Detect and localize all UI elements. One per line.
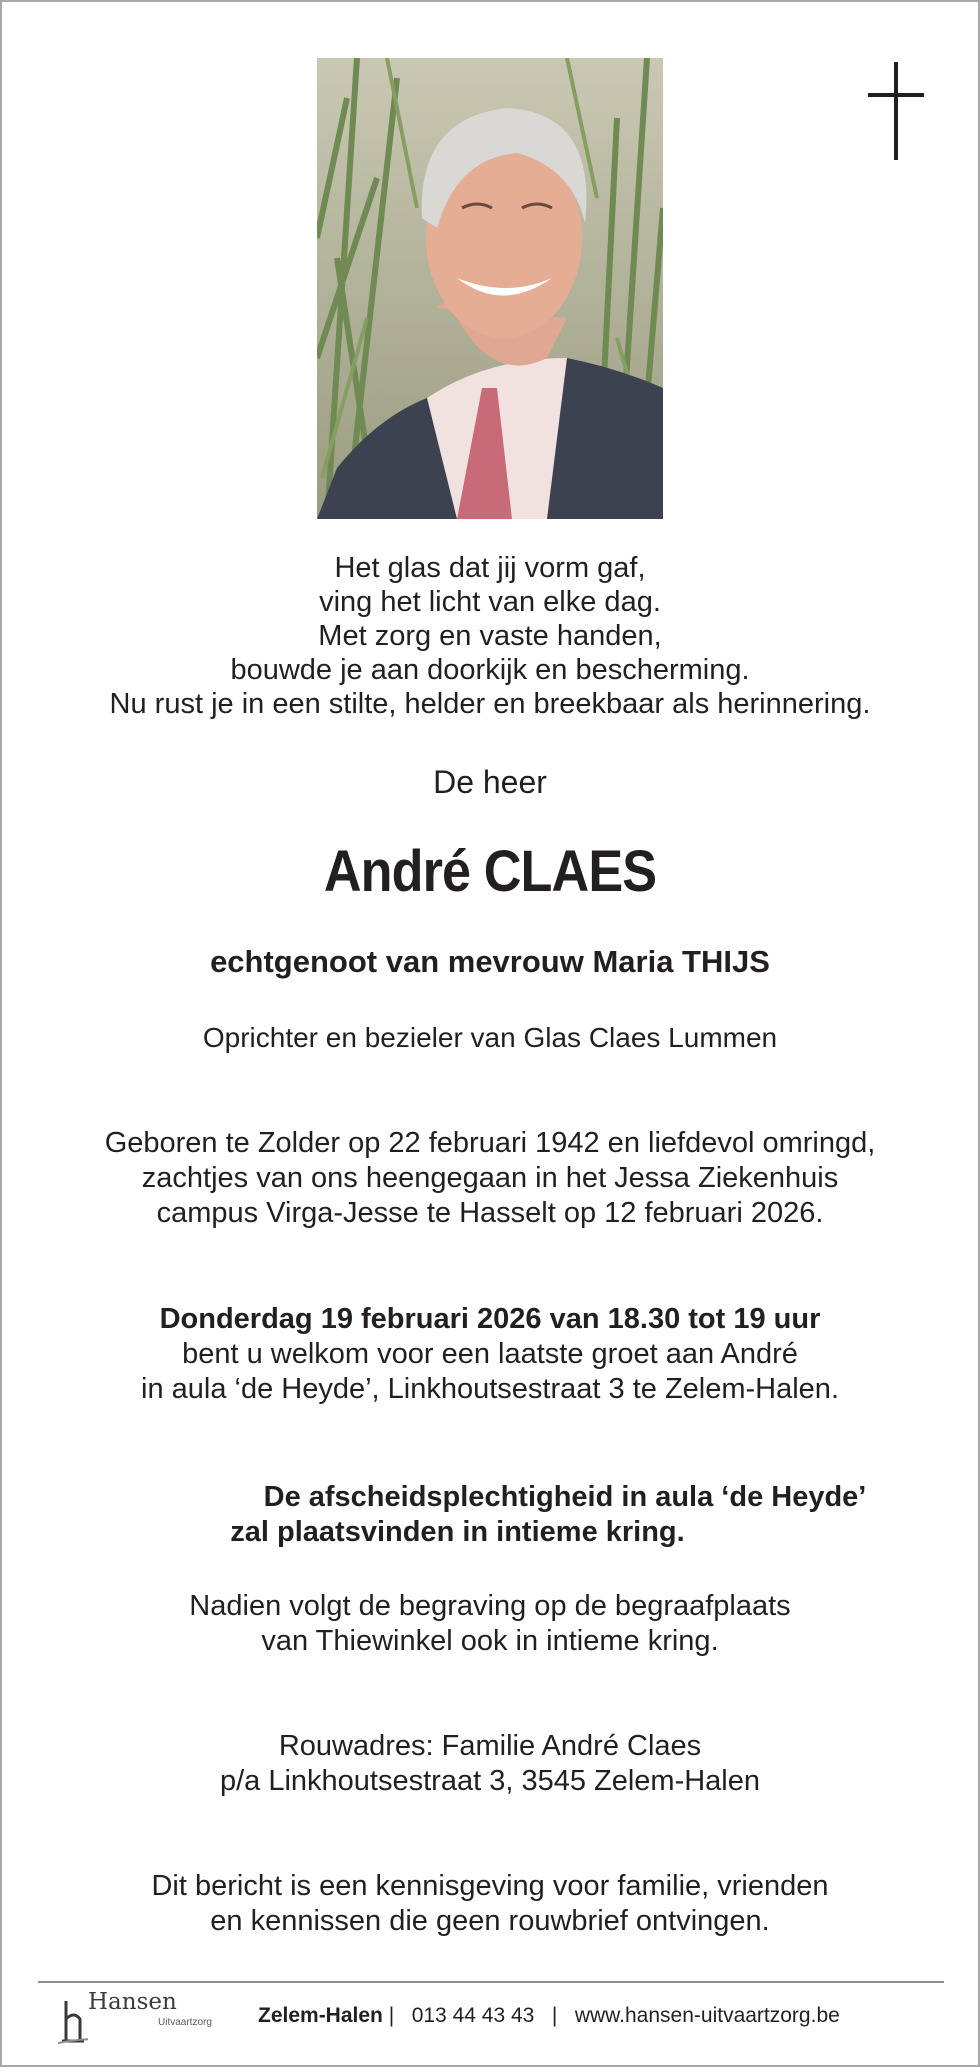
notice-line: en kennissen die geen rouwbrief ontvingen. (210, 1905, 770, 1937)
deceased-name: André CLAES (323, 839, 657, 904)
burial-line: van Thiewinkel ook in intieme kring. (261, 1625, 719, 1657)
visitation-datetime: Donderdag 19 februari 2026 van 18.30 tot 19 uur (159, 1303, 821, 1335)
verse-line: ving het licht van elke dag. (319, 586, 661, 618)
separator: | (551, 2004, 558, 2027)
visitation-info (2, 1302, 978, 1407)
visitation-line: bent u welkom voor een laatste groet aan André (182, 1338, 798, 1370)
address-line: Rouwadres: Familie André Claes (278, 1730, 702, 1762)
logo-subtitle: Uitvaartzorg (158, 2017, 212, 2028)
verse-line: Het glas dat jij vorm gaf, (334, 552, 646, 584)
portrait-photo (317, 58, 663, 519)
verse-line: Met zorg en vaste handen, (318, 620, 662, 652)
funeral-home-place: Zelem-Halen (258, 2004, 383, 2027)
logo-name: Hansen (88, 1989, 177, 2015)
website-link[interactable]: www.hansen-uitvaartzorg.be (574, 2004, 840, 2027)
funeral-home-footer (58, 1989, 938, 2049)
farewell-info (2, 1480, 978, 1550)
separator: | (388, 2004, 395, 2027)
spouse-line: echtgenoot van mevrouw Maria THIJS (210, 944, 770, 979)
burial-line: Nadien volgt de begraving op de begraafplaats (189, 1590, 791, 1622)
hansen-logo-icon (58, 1989, 238, 2049)
address-line: p/a Linkhoutsestraat 3, 3545 Zelem-Halen (219, 1765, 761, 1797)
verse-line: Nu rust je in een stilte, helder en breekbaar als herinnering. (109, 688, 871, 720)
passing-line: zachtjes van ons heengegaan in het Jessa Ziekenhuis (141, 1162, 839, 1194)
notice-text (2, 1869, 978, 1939)
salutation: De heer (433, 764, 547, 800)
birth-death-info (2, 1126, 978, 1231)
verse-line: bouwde je aan doorkijk en bescherming. (230, 654, 750, 686)
burial-info (2, 1589, 978, 1659)
farewell-line: De afscheidsplechtigheid in aula ‘de Heyde’ (263, 1481, 867, 1513)
notice-line: Dit bericht is een kennisgeving voor familie, vrienden (151, 1870, 829, 1902)
cross-icon (868, 62, 924, 160)
footer-divider (38, 1981, 944, 1983)
passing-place-line: campus Virga-Jesse te Hasselt op 12 februari 2026. (156, 1197, 824, 1229)
phone-number[interactable]: 013 44 43 43 (411, 2004, 535, 2027)
farewell-line: zal plaatsvinden in intieme kring. (230, 1516, 685, 1548)
memorial-verse (2, 551, 978, 721)
birth-line: Geboren te Zolder op 22 februari 1942 en liefdevol omringd, (104, 1127, 876, 1159)
visitation-location: in aula ‘de Heyde’, Linkhoutsestraat 3 te Zelem-Halen. (141, 1373, 839, 1405)
mourning-address (2, 1729, 978, 1799)
contact-info (258, 2004, 840, 2028)
founder-line: Oprichter en bezieler van Glas Claes Lummen (202, 1022, 778, 1053)
